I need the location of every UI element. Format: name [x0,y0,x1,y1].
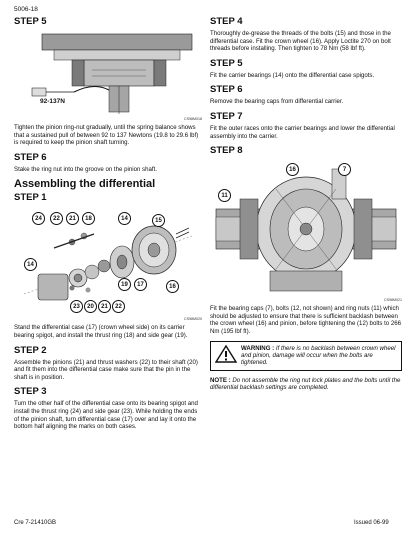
warning-label: WARNING : [241,344,275,352]
step-text: Thoroughly de-grease the threads of the bolts (15) and those in the differential case. Fit the crown wheel (16). Apply Loctite 270 on bolt threads before installing. Then tighten to 78 Nm (58 lbf ft). [210,30,391,53]
step-heading: STEP 5 [14,16,47,27]
callout: 18 [82,212,95,225]
warning-triangle-icon [215,345,237,363]
step-heading: STEP 8 [210,145,243,157]
figure-pinion-spring-balance [14,30,202,116]
page-number: 5006-18 [14,6,38,13]
step-heading: STEP 2 [14,344,47,356]
step-heading: STEP 3 [14,386,47,398]
section-title: Assembling the differential [14,178,156,191]
callout: 14 [118,212,131,225]
differential-carrier-illustration [210,159,402,297]
step-heading: STEP 6 [14,151,47,163]
callout: 15 [152,214,165,227]
step-text: Fit the bearing caps (7), bolts (12, not shown) and ring nuts (11) which should be adjusted to ensure that there is sufficient backlash between the crown wheel (16) and pinion, before tightening the (12) bolts to 266 Nm (195 lbf ft). [210,305,402,335]
step-text: Remove the bearing caps from differential carrier. [210,98,344,106]
step-heading: STEP 1 [14,192,47,204]
callout: 22 [112,300,125,313]
spring-balance-label: 92-137N [40,98,65,105]
step-text: Fit the outer races onto the carrier bearings and lower the differential assembly into the carrier. [210,124,395,140]
footer-doc-code: Cre 7-21410GB [14,520,57,526]
step-text: Fit the carrier bearings (14) onto the differential case spigots. [210,71,375,79]
figure-code: CS98M020 [184,317,202,322]
warning-text [241,345,397,367]
footer-issue-date: Issued 06-99 [354,520,389,526]
callout: 21 [66,212,79,225]
left-column [14,16,202,436]
callout: 17 [134,278,147,291]
figure-differential-carrier [210,159,402,297]
step-heading: STEP 4 [210,16,243,27]
warning-body: If there is no backlash between crown wheel and pinion, damage will occur when the bolts are tightened. [241,344,396,367]
step-heading: STEP 7 [210,110,243,122]
figure-differential-exploded [14,206,202,316]
note [210,377,402,392]
callout: 7 [338,163,351,176]
step-text: Stake the ring nut into the groove on the pinion shaft. [14,165,157,173]
step-text: Assemble the pinions (21) and thrust washers (22) to their shaft (20) and fit them into the differential case make sure that the pin in the shaft is in position. [14,358,198,381]
callout: 16 [166,280,179,293]
callout: 20 [84,300,97,313]
step-heading: STEP 5 [210,57,243,69]
callout: 24 [32,212,45,225]
step-text: Tighten the pinion ring-nut gradually, until the spring balance shows that a sustained pull of between 92 to 137 Newtons (19.8 to 29.6 lbf) is required to keep the pinion shaft turning. [14,124,199,147]
callout: 22 [50,212,63,225]
note-body: Do not assemble the ring nut lock plates and the bolts until the differential backlash settings are completed. [210,376,401,392]
note-label: NOTE : [210,376,231,384]
callout: 21 [98,300,111,313]
step-text: Turn the other half of the differential case onto its bearing spigot and install the thrust ring (24) and side gear (23). While holding the ends of the pinion shaft, turn differential case (17) over and lay it onto the bottom half aligning the marks on both cases. [14,400,198,431]
callout: 23 [70,300,83,313]
warning-box [210,341,402,371]
callout: 19 [118,278,131,291]
step-text: Stand the differential case (17) (crown wheel side) on its carrier bearing spigot, and install the thrust ring (18) and side gear (19). [14,324,188,339]
callout: 14 [24,258,37,271]
callout: 11 [218,189,231,202]
step-heading: STEP 6 [210,84,243,96]
figure-code: CS98M021 [384,298,402,303]
callout: 16 [286,163,299,176]
figure-code: CS98M018 [184,117,202,121]
right-column [210,16,402,392]
